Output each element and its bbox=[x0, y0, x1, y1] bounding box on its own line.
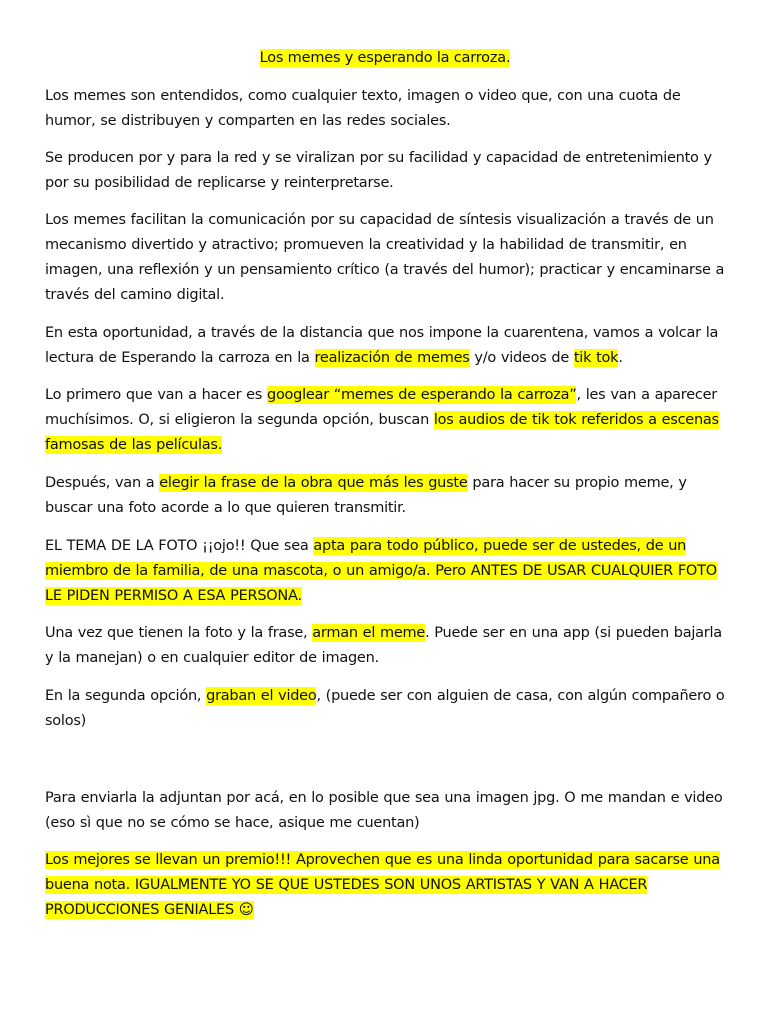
highlight-run: graban el video bbox=[206, 688, 317, 704]
paragraph-video-option bbox=[45, 684, 729, 734]
paragraph-production: Se producen por y para la red y se viralizan por su facilidad y capacidad de entretenimiento y por su posibilidad de replicarse y reinterpretarse. bbox=[45, 150, 712, 191]
highlight-run: googlear “memes de esperando la carroza” bbox=[266, 387, 577, 403]
document-title bbox=[45, 48, 725, 68]
title-highlight: Los memes y esperando la carroza. bbox=[259, 50, 511, 66]
text-run: En la segunda opción, bbox=[45, 688, 207, 704]
paragraph-send-instructions: Para enviarla la adjuntan por acá, en lo posible que sea una imagen jpg. O me mandan e video (eso sì que no se cómo se hace, asique me cuentan) bbox=[45, 790, 723, 831]
highlight-run: Los mejores se llevan un premio!!! Aprovechen que es una linda oportunidad para sacarse una buena nota. IGUALMENTE YO SE QUE USTEDES SON UNOS ARTISTAS Y VAN A HACER PRODUCCIONES GENIALES ☺ bbox=[45, 852, 720, 918]
text-run: En esta oportunidad, a través de la distancia que nos impone la cuarentena, vamos a volcar la lectura de Esperando la carroza en la bbox=[45, 325, 719, 366]
paragraph-build-meme bbox=[45, 621, 729, 671]
paragraph-choose-phrase bbox=[45, 471, 729, 521]
highlight-run: elegir la frase de la obra que más les guste bbox=[159, 475, 468, 491]
text-run: . Puede ser en una app (si pueden bajarla y la manejan) o en cualquier editor de imagen. bbox=[45, 625, 722, 666]
text-run: , les van a aparecer muchísimos. O, si eligieron la segunda opción, buscan bbox=[45, 387, 717, 428]
text-run: , (puede ser con alguien de casa, con algún compañero o solos) bbox=[45, 688, 725, 729]
text-run: Una vez que tienen la foto y la frase, bbox=[45, 625, 313, 641]
highlight-run: realización de memes bbox=[314, 350, 470, 366]
paragraph-prize bbox=[45, 848, 729, 923]
paragraph-opportunity bbox=[45, 321, 729, 371]
highlight-run: apta para todo público, puede ser de ustedes, de un miembro de la familia, de una mascota, o un amigo/a. Pero ANTES DE USAR CUALQUIER FOTO LE PIDEN PERMISO A ESA PERSONA. bbox=[45, 538, 717, 604]
text-run: EL TEMA DE LA FOTO ¡¡ojo!! Que sea bbox=[45, 538, 314, 554]
text-run: y/o videos de bbox=[469, 350, 574, 366]
paragraph-first-step bbox=[45, 383, 729, 458]
paragraph-photo-theme bbox=[45, 534, 729, 609]
text-run: Después, van a bbox=[45, 475, 160, 491]
text-run: . bbox=[618, 350, 623, 366]
highlight-run: arman el meme bbox=[312, 625, 426, 641]
paragraph-definition: Los memes son entendidos, como cualquier texto, imagen o video que, con una cuota de humor, se distribuyen y comparten en las redes sociales. bbox=[45, 88, 681, 129]
text-run: para hacer su propio meme, y buscar una foto acorde a lo que quieren transmitir. bbox=[45, 475, 687, 516]
paragraph-benefits: Los memes facilitan la comunicación por su capacidad de síntesis visualización a través de un mecanismo divertido y atractivo; promueven la creatividad y la habilidad de transmitir, en imagen, una reflexión y un pensamiento crítico (a través del humor); practicar y encaminarse a través del camino digital. bbox=[45, 212, 725, 303]
text-run: Lo primero que van a hacer es bbox=[45, 387, 267, 403]
highlight-run: tik tok bbox=[573, 350, 619, 366]
highlight-run: los audios de tik tok referidos a escenas famosas de las películas. bbox=[45, 412, 719, 453]
